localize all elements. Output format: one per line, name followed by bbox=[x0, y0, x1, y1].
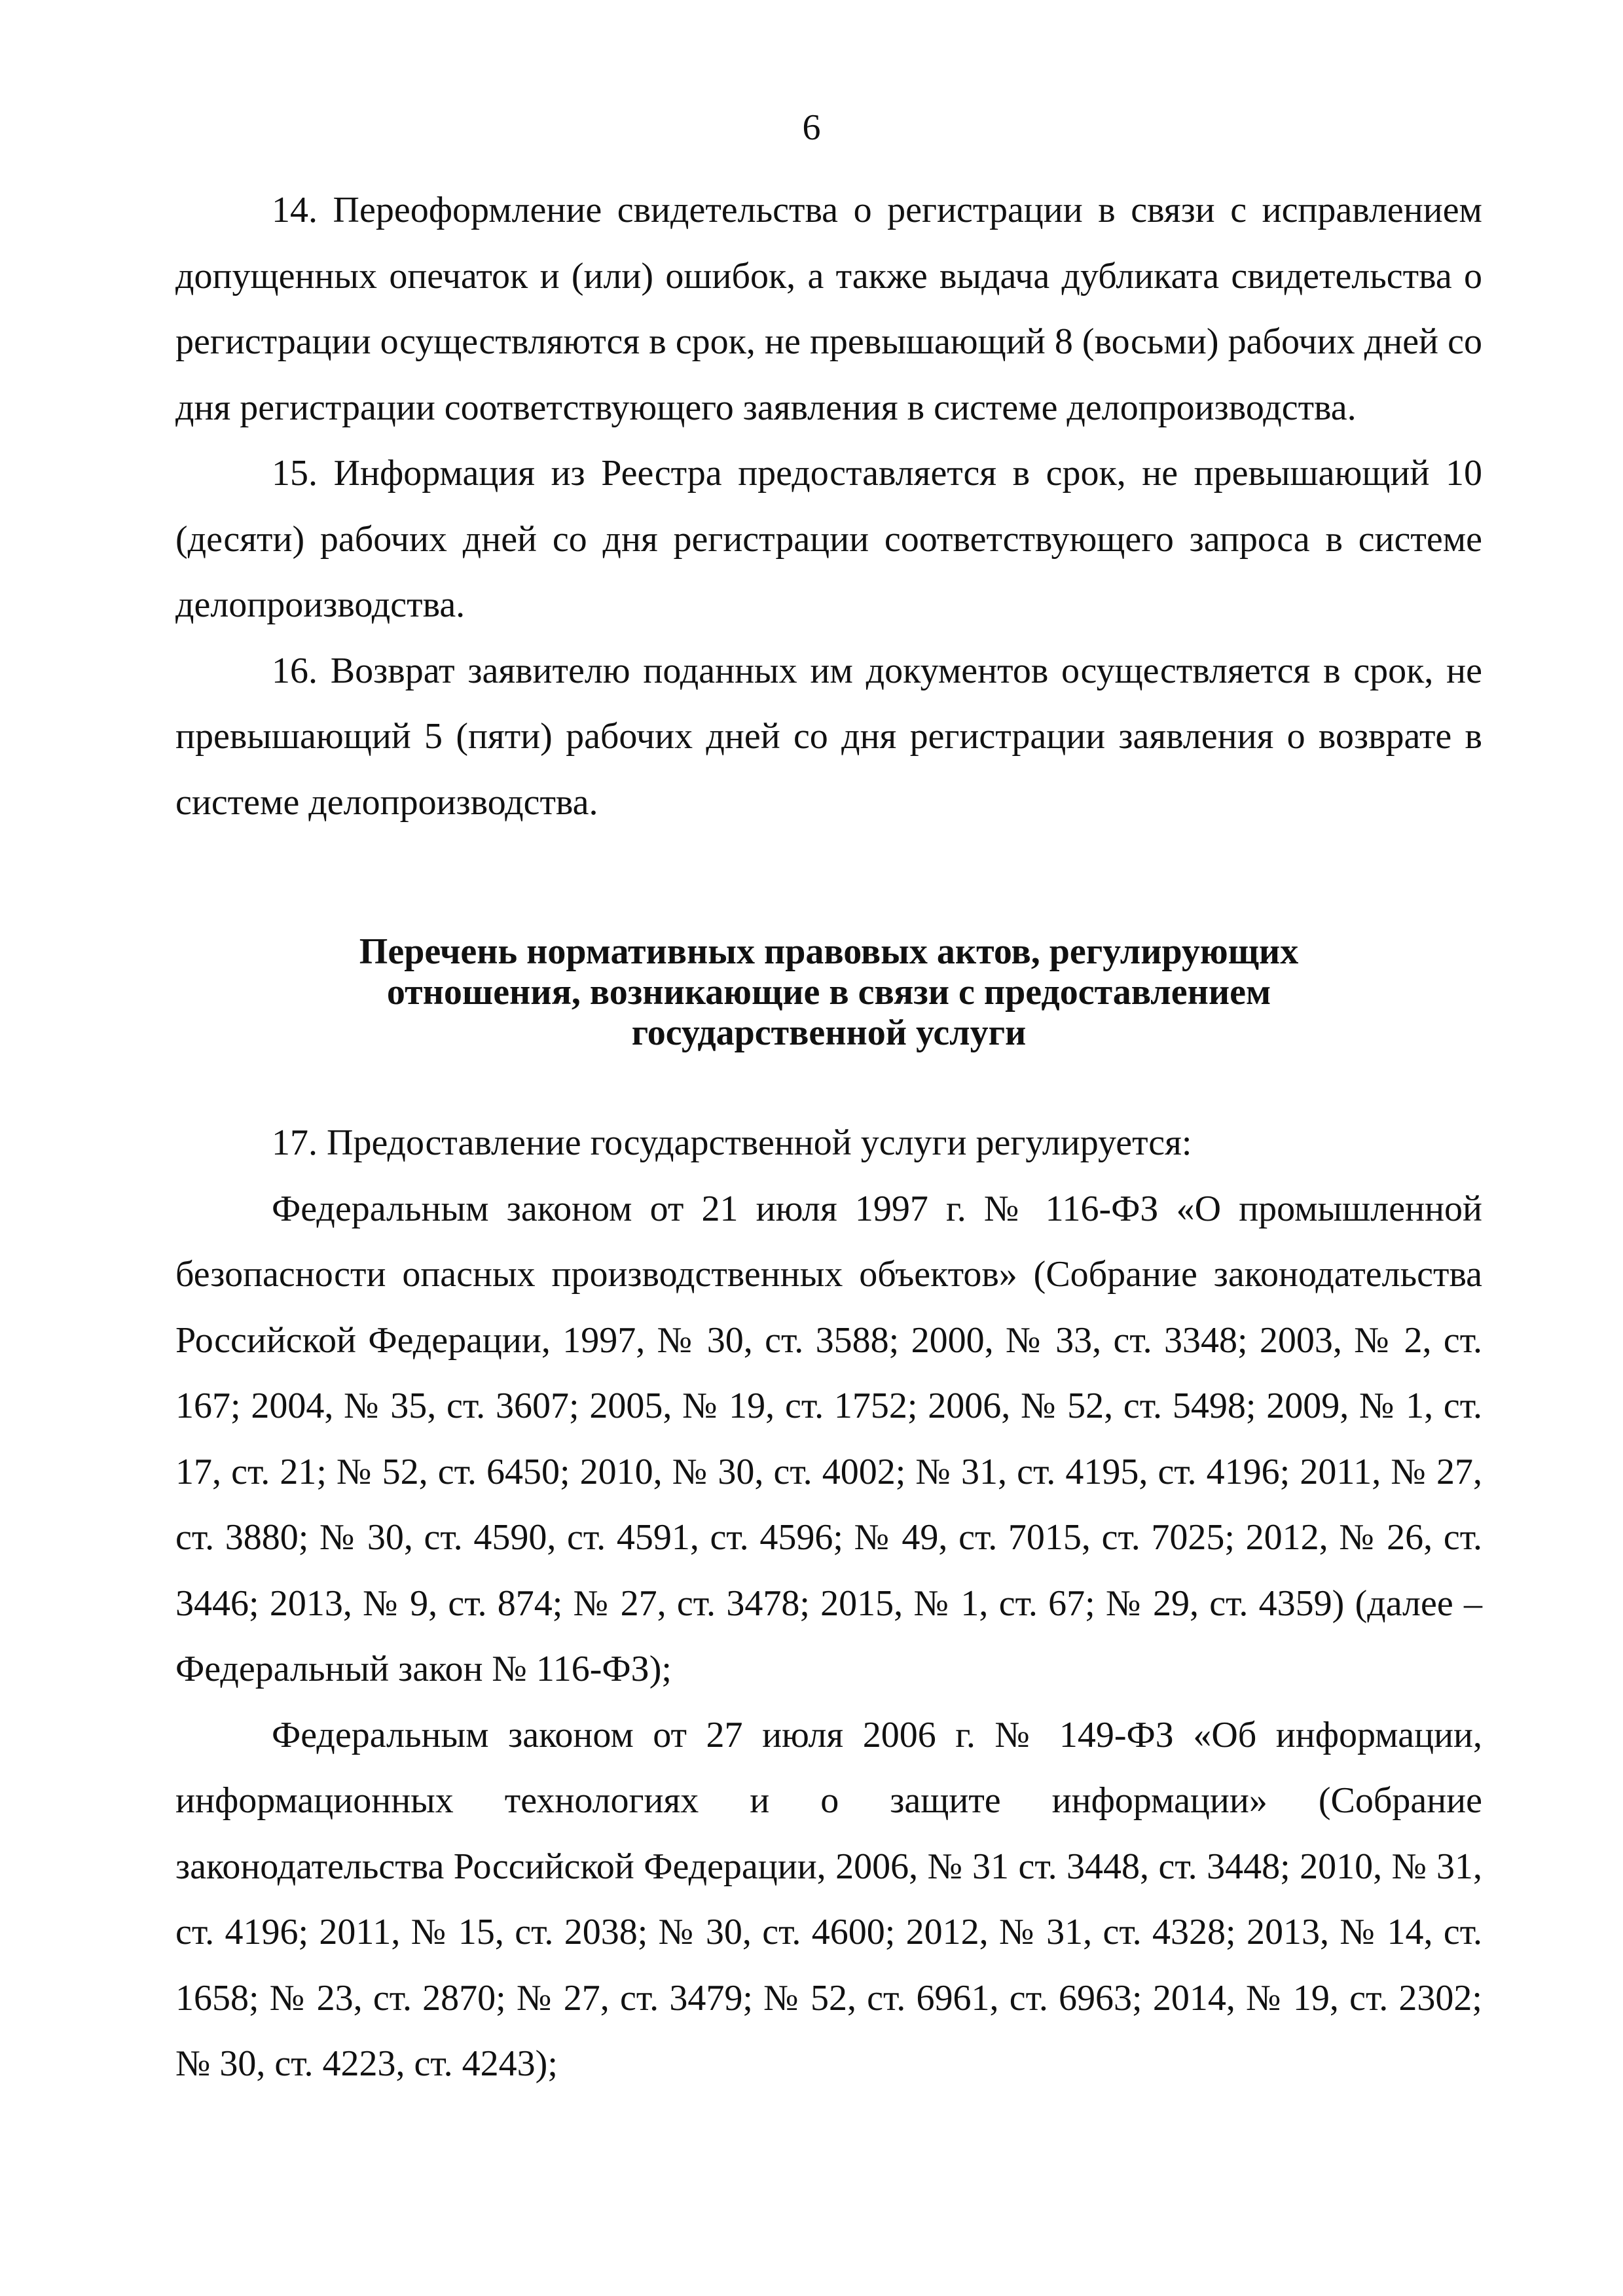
law-116-fz-paragraph: Федеральным законом от 21 июля 1997 г. № 116-ФЗ «О промышленной безопасности опасных производственных объектов» (Собрание законодательства Российской Федерации, 1997, № 30, ст. 3588; 2000, № 33, ст. 3348; 2003, № 2, ст. 167; 2004, № 35, ст. 3607; 2005, № 19, ст. 1752; 2006, № 52, ст. 5498; 2009, № 1, ст. 17, ст. 21; № 52, ст. 6450; 2010, № 30, ст. 4002; № 31, ст. 4195, ст. 4196; 2011, № 27, ст. 3880; № 30, ст. 4590, ст. 4591, ст. 4596; № 49, ст. 7015, ст. 7025; 2012, № 26, ст. 3446; 2013, № 9, ст. 874; № 27, ст. 3478; 2015, № 1, ст. 67; № 29, ст. 4359) (далее – Федеральный закон № 116-ФЗ); bbox=[175, 1188, 1482, 1689]
paragraph-14: 14. Переоформление свидетельства о регистрации в связи с исправлением допущенных опечаток и (или) ошибок, а также выдача дубликата свидетельства о регистрации осуществляются в срок, не превышающий 8 (восьми) рабочих дней со дня регистрации соответствующего заявления в системе делопроизводства. bbox=[175, 190, 1482, 428]
upper-section bbox=[175, 177, 1482, 835]
page-number: 6 bbox=[802, 107, 821, 148]
section-heading bbox=[175, 931, 1482, 1053]
heading-line-2: отношения, возникающие в связи с предоставлением bbox=[386, 972, 1271, 1013]
lower-section bbox=[175, 1110, 1482, 2097]
heading-line-3: государственной услуги bbox=[631, 1013, 1027, 1053]
paragraph-15: 15. Информация из Реестра предоставляется в срок, не превышающий 10 (десяти) рабочих дней со дня регистрации соответствующего запроса в системе делопроизводства. bbox=[175, 453, 1482, 625]
paragraph-16: 16. Возврат заявителю поданных им документов осуществляется в срок, не превышающий 5 (пяти) рабочих дней со дня регистрации заявления о возврате в системе делопроизводства. bbox=[175, 650, 1482, 823]
law-149-fz-paragraph: Федеральным законом от 27 июля 2006 г. № 149-ФЗ «Об информации, информационных технологиях и о защите информации» (Собрание законодательства Российской Федерации, 2006, № 31 ст. 3448, ст. 3448; 2010, № 31, ст. 4196; 2011, № 15, ст. 2038; № 30, ст. 4600; 2012, № 31, ст. 4328; 2013, № 14, ст. 1658; № 23, ст. 2870; № 27, ст. 3479; № 52, ст. 6961, ст. 6963; 2014, № 19, ст. 2302; № 30, ст. 4223, ст. 4243); bbox=[175, 1714, 1482, 2084]
heading-line-1: Перечень нормативных правовых актов, регулирующих bbox=[359, 931, 1299, 972]
paragraph-17: 17. Предоставление государственной услуги регулируется: bbox=[272, 1122, 1192, 1163]
